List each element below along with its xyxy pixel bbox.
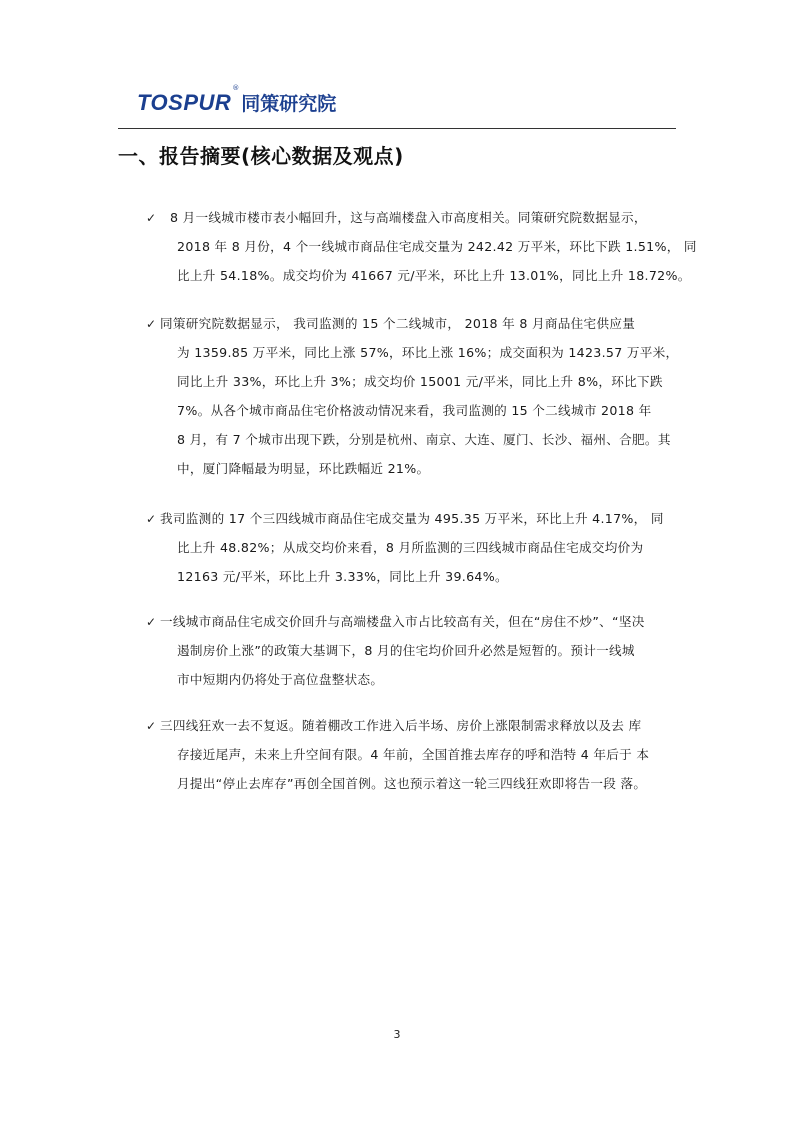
line-text: 8 月一线城市楼市表小幅回升，这与高端楼盘入市高度相关。同策研究院数据显示， <box>170 210 647 225</box>
bullet-paragraph-3 <box>146 504 686 591</box>
paragraph-line: 7%。从各个城市商品住宅价格波动情况来看，我司监测的 15 个二线城市 2018 年 <box>177 403 652 418</box>
paragraph-line <box>146 711 686 740</box>
logo-brand-text: TOSPUR <box>137 90 232 115</box>
bullet-paragraph-2 <box>146 309 686 483</box>
line-text: 三四线狂欢一去不复返。随着棚改工作进入后半场、房价上涨限制需求释放以及去 库 <box>160 718 642 733</box>
paragraph-line: 市中短期内仍将处于高位盘整状态。 <box>177 672 384 687</box>
section-heading: 一、报告摘要(核心数据及观点) <box>118 144 404 168</box>
logo-chinese-text: 同策研究院 <box>241 93 337 115</box>
paragraph-line: 8 月，有 7 个城市出现下跌，分别是杭州、南京、大连、厦门、长沙、福州、合肥。其 <box>177 432 671 447</box>
company-logo <box>137 86 336 114</box>
registered-mark: ® <box>232 84 240 92</box>
checkmark-icon: ✓ <box>146 615 157 629</box>
paragraph-line: 月提出“停止去库存”再创全国首例。这也预示着这一轮三四线狂欢即将告一段 落。 <box>177 776 647 791</box>
paragraph-line: 比上升 54.18%。成交均价为 41667 元/平米，环比上升 13.01%，同比上升 18.72%。 <box>177 268 691 283</box>
paragraph-line: 存接近尾声，未来上升空间有限。4 年前，全国首推去库存的呼和浩特 4 年后于 本 <box>177 747 650 762</box>
line-text: 一线城市商品住宅成交价回升与高端楼盘入市占比较高有关，但在“房住不炒”、“坚决 <box>160 614 645 629</box>
paragraph-line: 中，厦门降幅最为明显，环比跌幅近 21%。 <box>177 461 430 476</box>
paragraph-line <box>146 309 686 338</box>
checkmark-icon: ✓ <box>146 211 157 225</box>
bullet-paragraph-5 <box>146 711 686 798</box>
bullet-paragraph-1 <box>146 203 697 290</box>
paragraph-line: 为 1359.85 万平米，同比上涨 57%，环比上涨 16%；成交面积为 1423.57 万平米， <box>177 345 679 360</box>
paragraph-line <box>146 504 686 533</box>
paragraph-line <box>146 203 686 232</box>
checkmark-icon: ✓ <box>146 512 157 526</box>
paragraph-line: 比上升 48.82%；从成交均价来看，8 月所监测的三四线城市商品住宅成交均价为 <box>177 540 644 555</box>
line-text: 我司监测的 17 个三四线城市商品住宅成交量为 495.35 万平米，环比上升 4.17%， 同 <box>160 511 664 526</box>
paragraph-line: 12163 元/平米，环比上升 3.33%，同比上升 39.64%。 <box>177 569 508 584</box>
paragraph-line: 2018 年 8 月份，4 个一线城市商品住宅成交量为 242.42 万平米，环比下跌 1.51%， 同 <box>177 239 697 254</box>
paragraph-line: 同比上升 33%，环比上升 3%；成交均价 15001 元/平米，同比上升 8%，环比下跌 <box>177 374 663 389</box>
header-divider <box>118 128 676 129</box>
bullet-paragraph-4 <box>146 607 686 694</box>
page-number: 3 <box>393 1028 401 1041</box>
paragraph-line <box>146 607 686 636</box>
checkmark-icon: ✓ <box>146 719 157 733</box>
paragraph-line: 遏制房价上涨”的政策大基调下，8 月的住宅均价回升必然是短暂的。预计一线城 <box>177 643 635 658</box>
checkmark-icon: ✓ <box>146 317 157 331</box>
line-text: 同策研究院数据显示， 我司监测的 15 个二线城市， 2018 年 8 月商品住宅供应量 <box>160 316 636 331</box>
